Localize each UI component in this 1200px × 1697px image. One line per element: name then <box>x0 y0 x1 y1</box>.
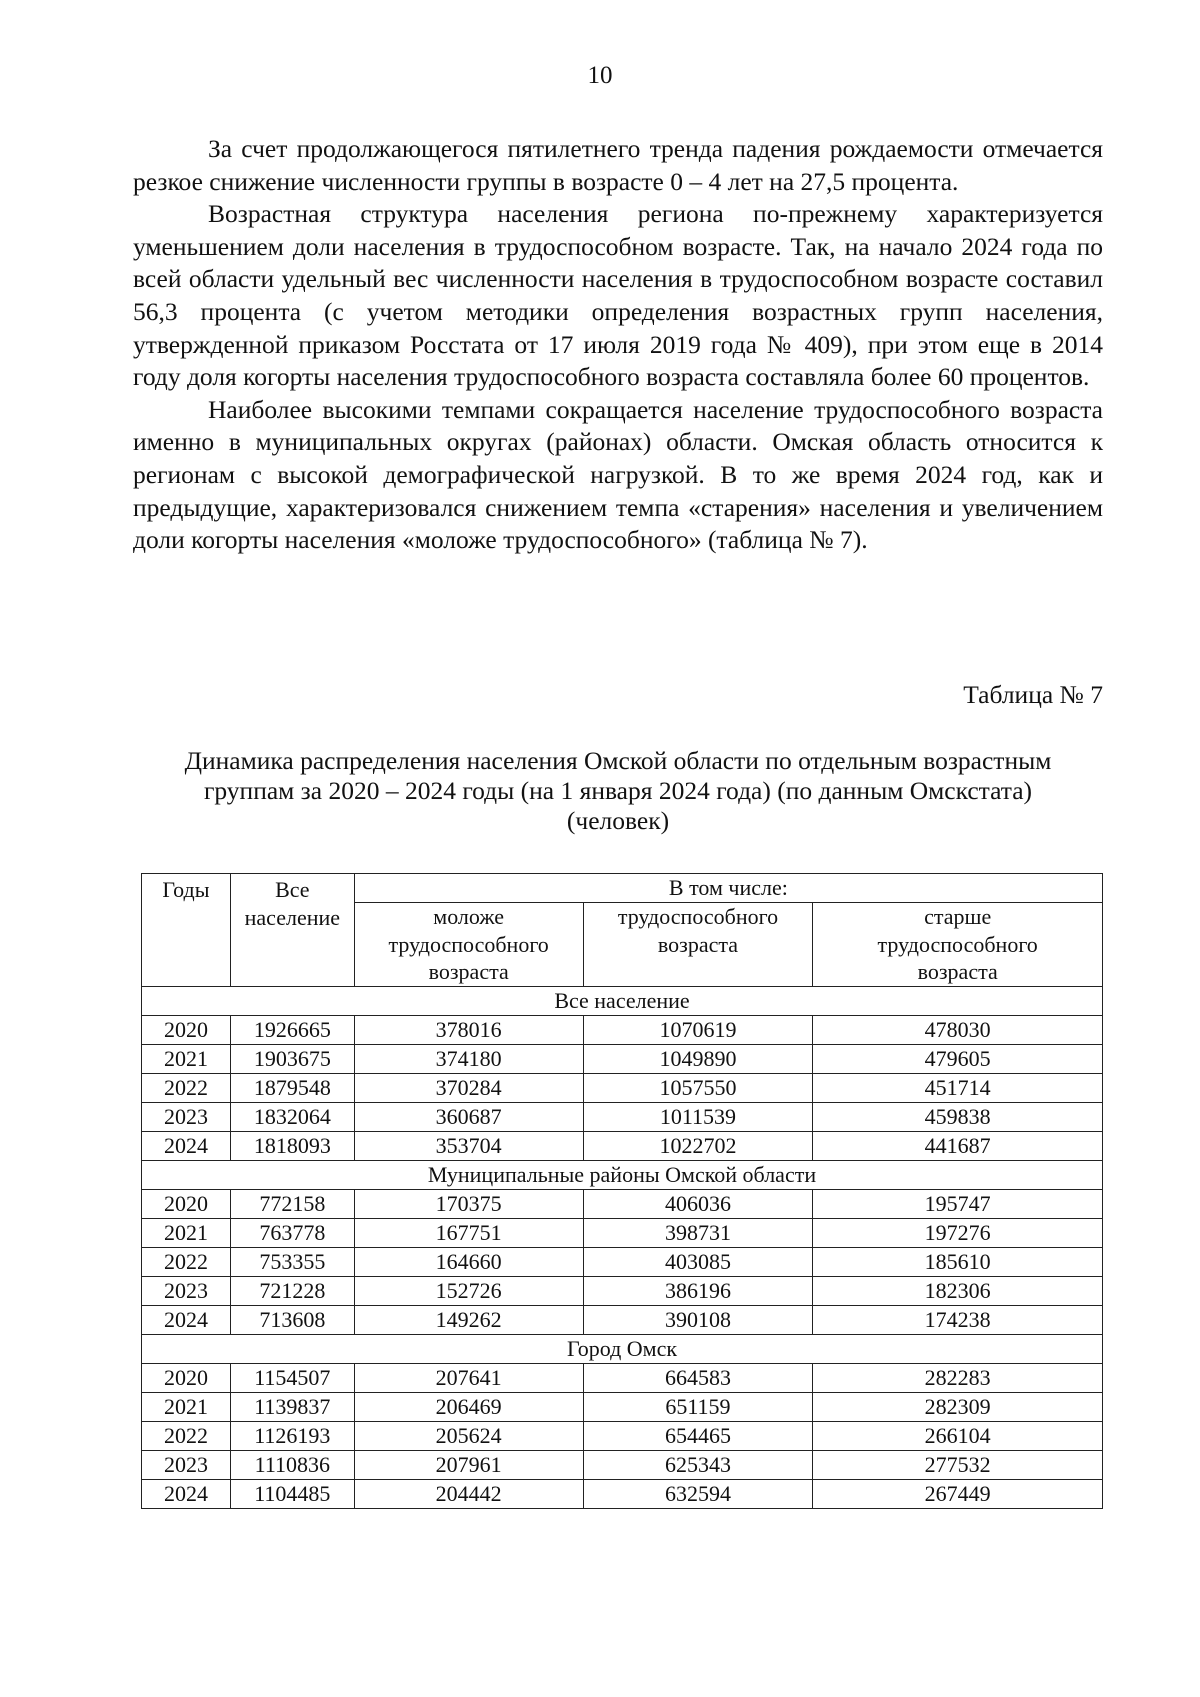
table-cell: 207641 <box>354 1363 583 1392</box>
table-cell: 353704 <box>354 1131 583 1160</box>
header-working-line-1: трудоспособного <box>617 904 779 929</box>
table-cell: 2022 <box>142 1247 231 1276</box>
table-cell: 721228 <box>230 1276 354 1305</box>
table-cell: 164660 <box>354 1247 583 1276</box>
table-group-row <box>142 1334 1103 1363</box>
paragraph-1: За счет продолжающегося пятилетнего тренда падения рождаемости отмечается резкое снижение численности группы в возрасте 0 – 4 лет на 27,5 процента. <box>133 134 1103 196</box>
table-cell: 2023 <box>142 1276 231 1305</box>
header-old-line-2: трудоспособного <box>877 931 1038 957</box>
table-cell: 195747 <box>813 1189 1103 1218</box>
table-cell: 2022 <box>142 1073 231 1102</box>
table-cell: 206469 <box>354 1392 583 1421</box>
header-young-line-3: возраста <box>428 959 509 984</box>
table-cell: 479605 <box>813 1044 1103 1073</box>
table-cell: 205624 <box>354 1421 583 1450</box>
table-cell: 772158 <box>230 1189 354 1218</box>
table-cell: 654465 <box>583 1421 813 1450</box>
table-row <box>142 1189 1103 1218</box>
header-working-line-2: возраста <box>657 931 739 957</box>
paragraph-2: Возрастная структура населения региона по-прежнему характеризуется уменьшением доли населения в трудоспособном возрасте. Так, на начало 2024 года по всей области удельный вес численности населения в трудоспособном возрасте составил 56,3 процента (с учетом методики определения возрастных групп населения, утвержденной приказом Росстата от 17 июля 2019 года № 409), при этом еще в 2014 году доля когорты населения трудоспособного возраста составляла более 60 процентов. <box>133 199 1103 392</box>
table-cell: 1126193 <box>230 1421 354 1450</box>
table-cell: 664583 <box>583 1363 813 1392</box>
table-cell: 2021 <box>142 1392 231 1421</box>
table-cell: 197276 <box>813 1218 1103 1247</box>
table-group-row <box>142 1160 1103 1189</box>
table-row <box>142 1276 1103 1305</box>
table-cell: 2024 <box>142 1131 231 1160</box>
table-group-title: Все население <box>142 986 1103 1015</box>
header-young-line-2: трудоспособного <box>388 931 549 957</box>
table-cell: 185610 <box>813 1247 1103 1276</box>
table-cell: 2020 <box>142 1363 231 1392</box>
header-old-line-3: возраста <box>917 959 998 984</box>
table-cell: 149262 <box>354 1305 583 1334</box>
body-text <box>133 133 1103 557</box>
table-cell: 1104485 <box>230 1479 354 1508</box>
table-cell: 753355 <box>230 1247 354 1276</box>
table-cell: 167751 <box>354 1218 583 1247</box>
table-title-line-2: группам за 2020 – 2024 годы (на 1 января 2024 года) (по данным Омскстата) <box>203 776 1033 805</box>
table-row <box>142 1392 1103 1421</box>
table-row <box>142 1247 1103 1276</box>
table-cell: 398731 <box>583 1218 813 1247</box>
table-cell: 2022 <box>142 1421 231 1450</box>
header-young-line-1: моложе <box>433 904 505 929</box>
table-cell: 406036 <box>583 1189 813 1218</box>
table-cell: 763778 <box>230 1218 354 1247</box>
table-row <box>142 1363 1103 1392</box>
table-cell: 1926665 <box>230 1015 354 1044</box>
header-including: В том числе: <box>354 874 1102 903</box>
paragraph-3: Наиболее высокими темпами сокращается население трудоспособного возраста именно в муниципальных округах (районах) области. Омская область относится к регионам с высокой демографической нагрузкой. В то же время 2024 год, как и предыдущие, характеризовался снижением темпа «старения» населения и увеличением доли когорты населения «моложе трудоспособного» (таблица № 7). <box>133 394 1103 555</box>
table-cell: 378016 <box>354 1015 583 1044</box>
table-cell: 1139837 <box>230 1392 354 1421</box>
table-row <box>142 1450 1103 1479</box>
table-cell: 1057550 <box>583 1073 813 1102</box>
table-cell: 282309 <box>813 1392 1103 1421</box>
table-cell: 170375 <box>354 1189 583 1218</box>
table-row <box>142 1131 1103 1160</box>
header-older-than-working <box>813 903 1103 987</box>
table-row <box>142 1421 1103 1450</box>
table-group-title: Муниципальные районы Омской области <box>142 1160 1103 1189</box>
population-table <box>141 873 1103 1509</box>
table-cell: 370284 <box>354 1073 583 1102</box>
table-cell: 267449 <box>813 1479 1103 1508</box>
table-cell: 2024 <box>142 1479 231 1508</box>
table-title <box>133 746 1103 836</box>
table-body <box>142 986 1103 1508</box>
table-label: Таблица № 7 <box>963 680 1103 709</box>
table-cell: 451714 <box>813 1073 1103 1102</box>
table-group-title: Город Омск <box>142 1334 1103 1363</box>
table-cell: 2023 <box>142 1450 231 1479</box>
table-cell: 403085 <box>583 1247 813 1276</box>
table-cell: 1110836 <box>230 1450 354 1479</box>
table-row <box>142 1073 1103 1102</box>
header-younger-than-working <box>354 903 583 987</box>
table-cell: 152726 <box>354 1276 583 1305</box>
header-all-population <box>230 874 354 987</box>
table-cell: 207961 <box>354 1450 583 1479</box>
header-old-line-1: старше <box>924 904 992 929</box>
table-cell: 266104 <box>813 1421 1103 1450</box>
table-cell: 2020 <box>142 1189 231 1218</box>
table-cell: 478030 <box>813 1015 1103 1044</box>
table-row <box>142 1218 1103 1247</box>
table-cell: 1049890 <box>583 1044 813 1073</box>
table-cell: 1879548 <box>230 1073 354 1102</box>
table-cell: 632594 <box>583 1479 813 1508</box>
table-cell: 1818093 <box>230 1131 354 1160</box>
header-years: Годы <box>142 874 231 987</box>
table-cell: 713608 <box>230 1305 354 1334</box>
table-title-line-3: (человек) <box>566 806 670 835</box>
table-cell: 1070619 <box>583 1015 813 1044</box>
table-cell: 1011539 <box>583 1102 813 1131</box>
table-cell: 282283 <box>813 1363 1103 1392</box>
table-cell: 441687 <box>813 1131 1103 1160</box>
table-cell: 2021 <box>142 1044 231 1073</box>
table-row <box>142 1479 1103 1508</box>
table-cell: 1022702 <box>583 1131 813 1160</box>
table-cell: 174238 <box>813 1305 1103 1334</box>
table-row <box>142 1102 1103 1131</box>
table-row <box>142 1015 1103 1044</box>
table-cell: 2020 <box>142 1015 231 1044</box>
table-row <box>142 1305 1103 1334</box>
table-cell: 182306 <box>813 1276 1103 1305</box>
table-cell: 360687 <box>354 1102 583 1131</box>
table-cell: 386196 <box>583 1276 813 1305</box>
table-cell: 204442 <box>354 1479 583 1508</box>
header-all-line-1: Все <box>275 877 310 902</box>
table-title-line-1: Динамика распределения населения Омской области по отдельным возрастным <box>184 746 1052 775</box>
table-cell: 2023 <box>142 1102 231 1131</box>
table-cell: 1832064 <box>230 1102 354 1131</box>
table-cell: 390108 <box>583 1305 813 1334</box>
table-group-row <box>142 986 1103 1015</box>
header-working-age <box>583 903 813 987</box>
table-cell: 374180 <box>354 1044 583 1073</box>
table-cell: 625343 <box>583 1450 813 1479</box>
table-row <box>142 1044 1103 1073</box>
table-cell: 2021 <box>142 1218 231 1247</box>
page-number: 10 <box>587 62 613 89</box>
header-all-line-2: население <box>244 905 341 930</box>
table-cell: 1903675 <box>230 1044 354 1073</box>
table-cell: 1154507 <box>230 1363 354 1392</box>
table-cell: 277532 <box>813 1450 1103 1479</box>
table-cell: 459838 <box>813 1102 1103 1131</box>
table-cell: 651159 <box>583 1392 813 1421</box>
table-cell: 2024 <box>142 1305 231 1334</box>
